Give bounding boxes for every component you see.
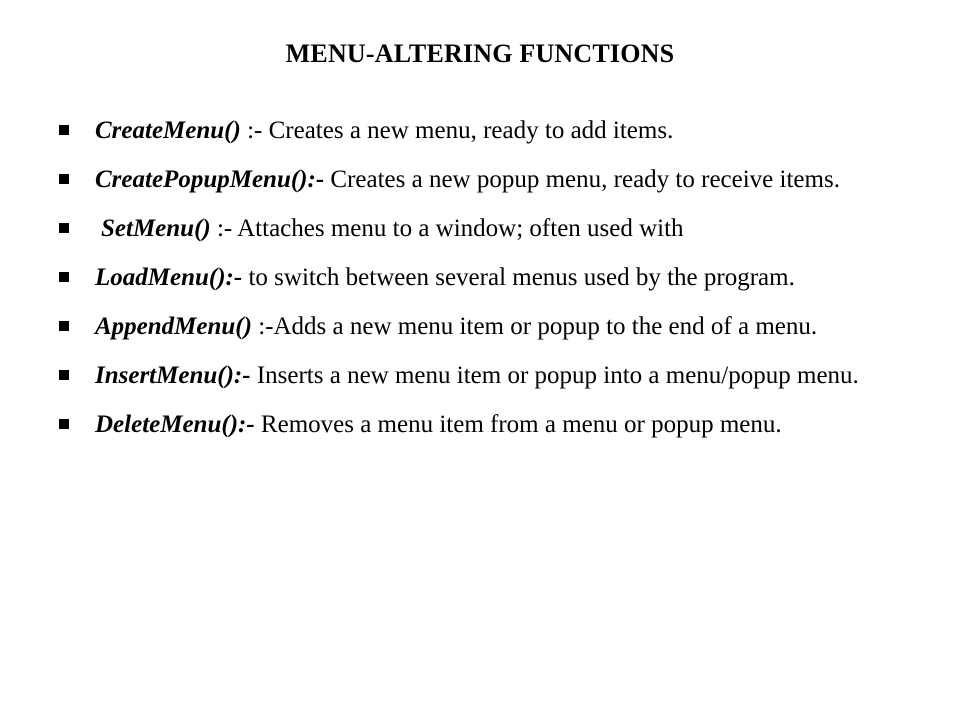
square-bullet-icon xyxy=(59,223,69,233)
list-item xyxy=(58,406,904,443)
function-name: DeleteMenu():- xyxy=(95,411,261,438)
function-description: Removes a menu item from a menu or popup menu. xyxy=(260,411,782,438)
slide-title: MENU-ALTERING FUNCTIONS xyxy=(285,39,675,68)
square-bullet-icon xyxy=(59,272,69,282)
function-list xyxy=(58,112,904,443)
square-bullet-icon xyxy=(59,419,69,429)
square-bullet-icon xyxy=(59,370,69,380)
list-item xyxy=(58,357,904,394)
function-name: CreatePopupMenu():- xyxy=(95,166,331,193)
list-item xyxy=(58,161,904,198)
function-name: AppendMenu() xyxy=(95,313,259,340)
list-item xyxy=(58,259,904,296)
square-bullet-icon xyxy=(59,321,69,331)
function-description: :-Adds a new menu item or popup to the end of a menu. xyxy=(258,313,818,340)
function-name: SetMenu() xyxy=(101,215,217,242)
list-item xyxy=(58,308,904,345)
function-description: Creates a new popup menu, ready to receive items. xyxy=(330,166,840,193)
function-description: Inserts a new menu item or popup into a menu/popup menu. xyxy=(256,362,859,389)
square-bullet-icon xyxy=(59,174,69,184)
function-description: :- Attaches menu to a window; often used with xyxy=(216,215,684,242)
list-item xyxy=(58,210,904,247)
function-description: :- Creates a new menu, ready to add items. xyxy=(247,117,674,144)
list-item xyxy=(58,112,904,149)
function-name: InsertMenu():- xyxy=(95,362,257,389)
function-name: CreateMenu() xyxy=(95,117,248,144)
function-name: LoadMenu():- xyxy=(95,264,249,291)
square-bullet-icon xyxy=(59,125,69,135)
function-description: to switch between several menus used by the program. xyxy=(248,264,795,291)
